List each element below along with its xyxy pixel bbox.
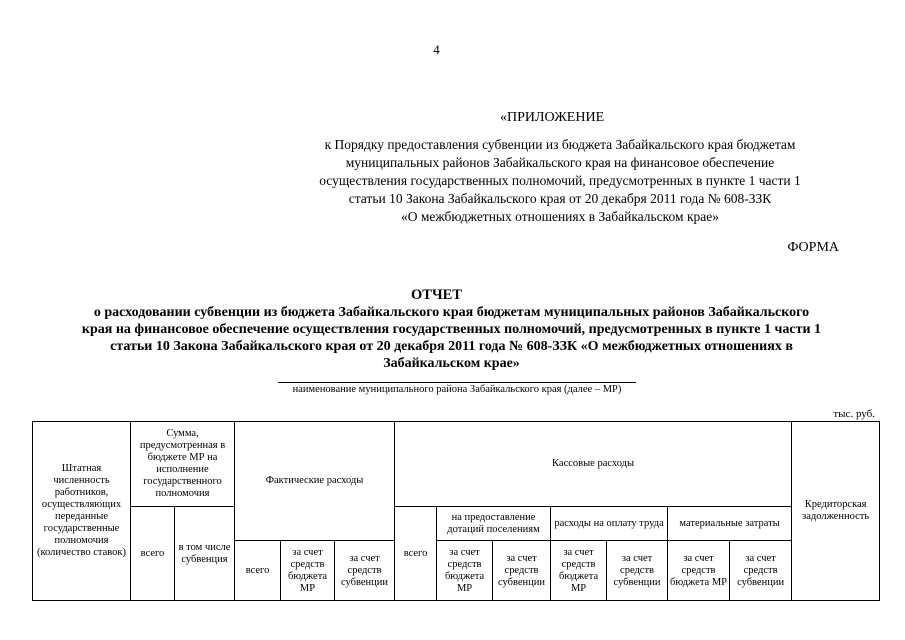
header-wages-subvention: за счет средств субвенции: [607, 541, 668, 601]
municipal-district-caption: наименование муниципального района Забайкальского края (далее – МР): [292, 384, 622, 395]
header-grants-mr-budget: за счет средств бюджета МР: [437, 541, 493, 601]
header-staff: Штатная численность работников, осуществляющих переданные государственные полномочия (количество ставок): [33, 422, 131, 601]
page-number: 4: [433, 42, 440, 57]
header-actual-subvention: за счет средств субвенции: [335, 541, 395, 601]
header-material-subvention: за счет средств субвенции: [730, 541, 792, 601]
header-wages: расходы на оплату труда: [551, 507, 668, 541]
report-title: ОТЧЕТ: [411, 287, 462, 303]
appendix-line: осуществления государственных полномочий, предусмотренных в пункте 1 части 1: [319, 173, 801, 188]
report-table: [32, 421, 880, 601]
report-subtitle-line: Забайкальском крае»: [383, 356, 520, 371]
header-grants: на предоставление дотаций поселениям: [437, 507, 551, 541]
appendix-line: статьи 10 Закона Забайкальского края от 20 декабря 2011 года № 608-ЗЗК: [348, 191, 772, 206]
header-creditor-debt: Кредиторская задолженность: [792, 422, 880, 601]
units-label: тыс. руб.: [833, 408, 875, 420]
header-actual-total: всего: [235, 541, 281, 601]
header-grants-subvention: за счет средств субвенции: [493, 541, 551, 601]
appendix-line: муниципальных районов Забайкальского края на финансовое обеспечение: [345, 155, 775, 170]
header-planned-incl-subvention: в том числе субвенция: [175, 507, 235, 601]
header-sum-planned: Сумма, предусмотренная в бюджете МР на исполнение государственного полномочия: [131, 422, 235, 507]
form-label: ФОРМА: [787, 240, 839, 255]
appendix-line: «О межбюджетных отношениях в Забайкальском крае»: [400, 209, 720, 224]
header-actual-mr-budget: за счет средств бюджета МР: [281, 541, 335, 601]
header-planned-total: всего: [131, 507, 175, 601]
municipal-district-fill-line: [278, 382, 636, 383]
report-subtitle-line: о расходовании субвенции из бюджета Забайкальского края бюджетам муниципальных районов Забайкальского: [93, 305, 810, 320]
report-subtitle-line: края на финансовое обеспечение осуществления государственных полномочий, предусмотренных в пункте 1 части 1: [81, 322, 822, 337]
appendix-title: «ПРИЛОЖЕНИЕ: [500, 110, 605, 125]
header-wages-mr-budget: за счет средств бюджета МР: [551, 541, 607, 601]
header-cash-total: всего: [395, 507, 437, 601]
header-actual-expenses: Фактические расходы: [235, 422, 395, 541]
header-material: материальные затраты: [668, 507, 792, 541]
header-material-mr-budget: за счет средств бюджета МР: [668, 541, 730, 601]
appendix-line: к Порядку предоставления субвенции из бюджета Забайкальского края бюджетам: [324, 137, 796, 152]
report-subtitle-line: статьи 10 Закона Забайкальского края от 20 декабря 2011 года № 608-ЗЗК «О межбюджетных отношениях в: [110, 339, 793, 354]
report-subtitle: [30, 304, 873, 372]
header-cash-expenses: Кассовые расходы: [395, 422, 792, 507]
appendix-body: [272, 136, 848, 226]
